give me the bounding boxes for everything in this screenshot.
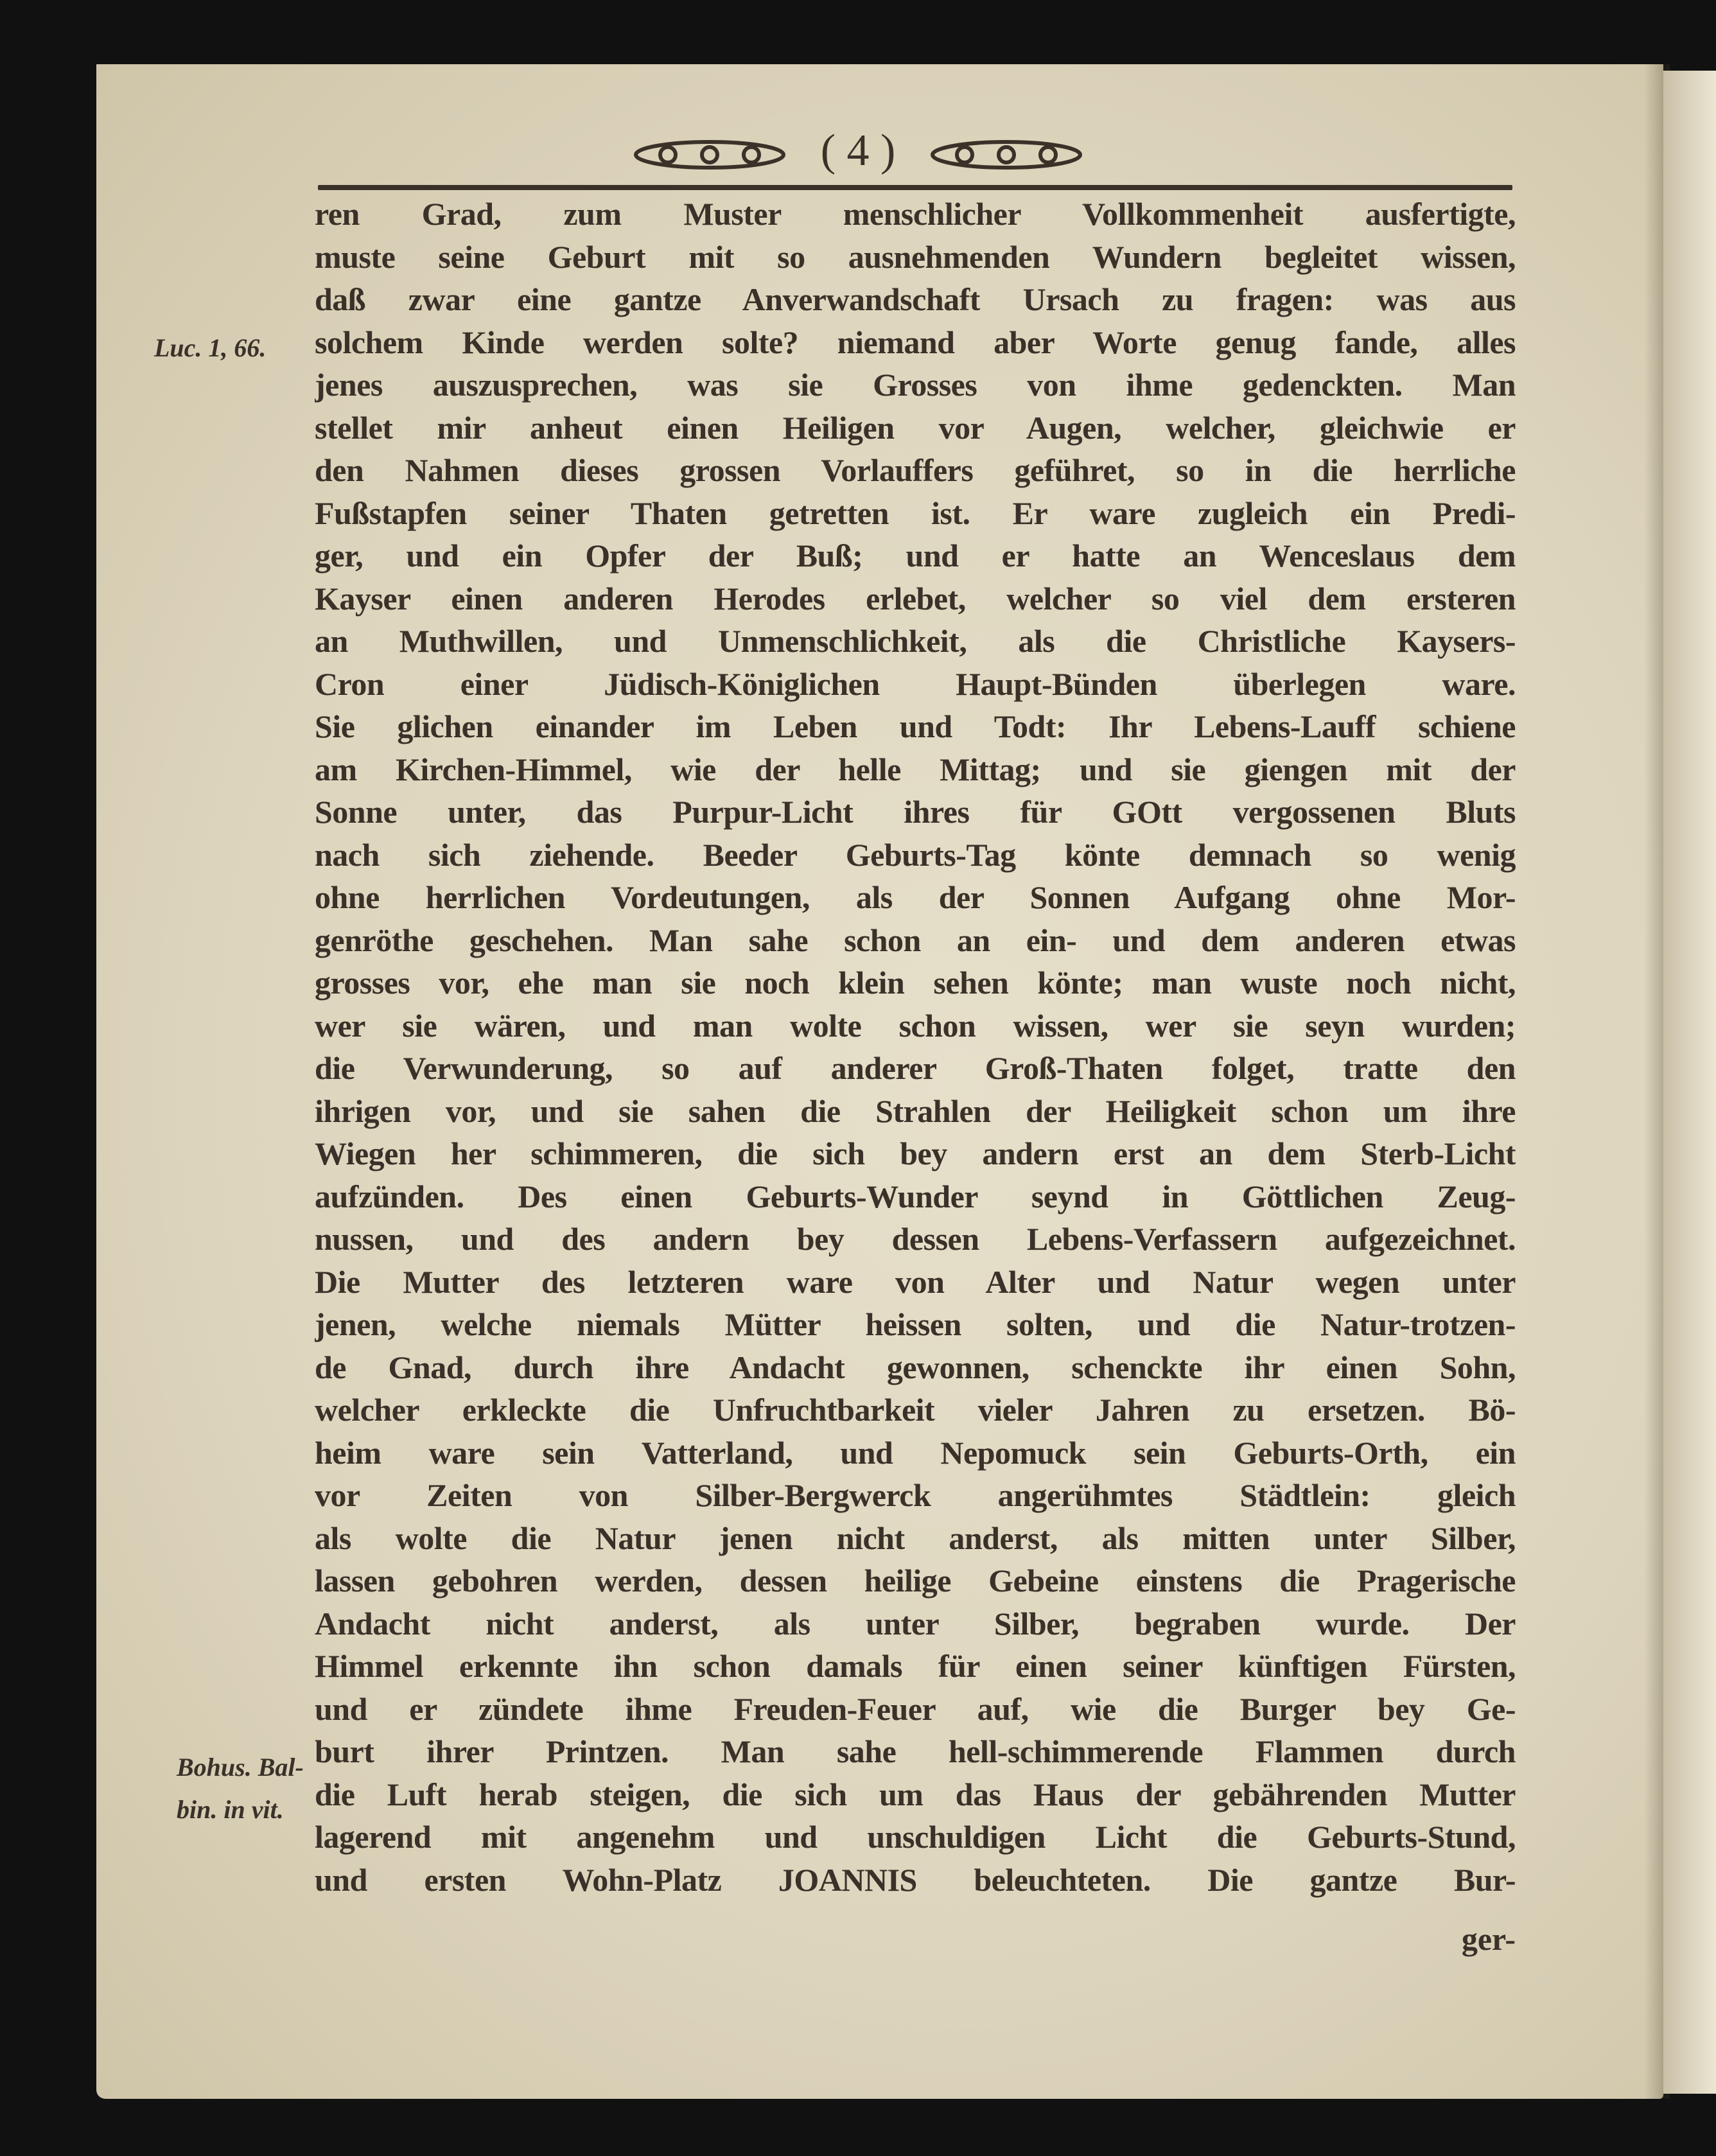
text-line: Andacht nicht anderst, als unter Silber, begraben wurde. Der	[315, 1605, 1516, 1642]
text-line: daß zwar eine gantze Anverwandschaft Ursach zu fragen: was aus	[315, 281, 1516, 317]
ornament-left-icon	[629, 136, 790, 174]
text-line: Sonne unter, das Purpur-Licht ihres für GOtt vergossenen Bluts	[315, 794, 1516, 830]
text-line: Wiegen her schimmeren, die sich bey andern erst an dem Sterb-Licht	[315, 1135, 1516, 1171]
text-line: Kayser einen anderen Herodes erlebet, welcher so viel dem ersteren	[315, 580, 1516, 617]
text-line: Cron einer Jüdisch-Königlichen Haupt-Bünden überlegen ware.	[315, 665, 1516, 702]
text-line: den Nahmen dieses grossen Vorlauffers geführet, so in die herrliche	[315, 452, 1516, 488]
text-line: die Verwunderung, so auf anderer Groß-Thaten folget, tratte den	[315, 1050, 1516, 1086]
text-line: Fußstapfen seiner Thaten getretten ist. Er ware zugleich ein Predi-	[315, 495, 1516, 531]
text-line: ren Grad, zum Muster menschlicher Vollkommenheit ausfertigte,	[315, 196, 1516, 232]
text-line: nach sich ziehende. Beeder Geburts-Tag könte demnach so wenig	[315, 836, 1516, 873]
text-line: burt ihrer Printzen. Man sahe hell-schimmerende Flammen durch	[315, 1733, 1516, 1769]
text-line: wer sie wären, und man wolte schon wissen, wer sie seyn wurden;	[315, 1007, 1516, 1044]
text-line: ger, und ein Opfer der Buß; und er hatte an Wenceslaus dem	[315, 538, 1516, 574]
text-line: stellet mir anheut einen Heiligen vor Augen, welcher, gleichwie er	[315, 409, 1516, 446]
ornament-right-icon	[926, 136, 1087, 174]
text-line: grosses vor, ehe man sie noch klein sehen könte; man wuste noch nicht,	[315, 965, 1516, 1001]
text-line: nussen, und des andern bey dessen Lebens-Verfassern aufgezeichnet.	[315, 1221, 1516, 1257]
text-line: genröthe geschehen. Man sahe schon an ein- und dem anderen etwas	[315, 922, 1516, 958]
page-number: ( 4 )	[820, 126, 896, 175]
text-line: lassen gebohren werden, dessen heilige Gebeine einstens die Pragerische	[315, 1563, 1516, 1599]
text-line: de Gnad, durch ihre Andacht gewonnen, schenckte ihr einen Sohn,	[315, 1349, 1516, 1385]
text-line: an Muthwillen, und Unmenschlichkeit, als die Christliche Kaysers-	[315, 623, 1516, 659]
text-line: lagerend mit angenehm und unschuldigen Licht die Geburts-Stund,	[315, 1819, 1516, 1855]
margin-note-bohuslav-2: bin. in vit.	[177, 1795, 284, 1824]
text-line: solchem Kinde werden solte? niemand aber Worte genug fande, alles	[315, 324, 1516, 360]
text-line: welcher erkleckte die Unfruchtbarkeit vieler Jahren zu ersetzen. Bö-	[315, 1392, 1516, 1428]
catchword: ger-	[1461, 1921, 1516, 1957]
text-line: als wolte die Natur jenen nicht anderst, als mitten unter Silber,	[315, 1520, 1516, 1556]
text-line: aufzünden. Des einen Geburts-Wunder seynd in Göttlichen Zeug-	[315, 1178, 1516, 1214]
page-header	[0, 125, 1716, 177]
margin-note-bohuslav-1: Bohus. Bal-	[177, 1753, 304, 1782]
text-line: am Kirchen-Himmel, wie der helle Mittag; und sie giengen mit der	[315, 751, 1516, 787]
header-rule	[318, 185, 1512, 190]
margin-note-luke: Luc. 1, 66.	[154, 333, 267, 362]
text-line: muste seine Geburt mit so ausnehmenden Wundern begleitet wissen,	[315, 238, 1516, 275]
text-line: Die Mutter des letzteren ware von Alter und Natur wegen unter	[315, 1263, 1516, 1300]
text-line: jenen, welche niemals Mütter heissen solten, und die Natur-trotzen-	[315, 1306, 1516, 1342]
text-line: Himmel erkennte ihn schon damals für einen seiner künftigen Fürsten,	[315, 1648, 1516, 1684]
text-line: und er zündete ihme Freuden-Feuer auf, wie die Burger bey Ge-	[315, 1690, 1516, 1727]
text-line: ihrigen vor, und sie sahen die Strahlen der Heiligkeit schon um ihre	[315, 1092, 1516, 1129]
next-page-edge	[1663, 71, 1716, 2094]
text-line: ohne herrlichen Vordeutungen, als der Sonnen Aufgang ohne Mor-	[315, 879, 1516, 915]
text-line: jenes auszusprechen, was sie Grosses von ihme gedenckten. Man	[315, 367, 1516, 403]
text-line: heim ware sein Vatterland, und Nepomuck sein Geburts-Orth, ein	[315, 1434, 1516, 1471]
text-line: Sie glichen einander im Leben und Todt: Ihr Lebens-Lauff schiene	[315, 708, 1516, 744]
text-line: und ersten Wohn-Platz JOANNIS beleuchteten. Die gantze Bur-	[315, 1861, 1516, 1898]
text-line: die Luft herab steigen, die sich um das Haus der gebährenden Mutter	[315, 1776, 1516, 1812]
text-line: vor Zeiten von Silber-Bergwerck angerühmtes Städtlein: gleich	[315, 1477, 1516, 1513]
